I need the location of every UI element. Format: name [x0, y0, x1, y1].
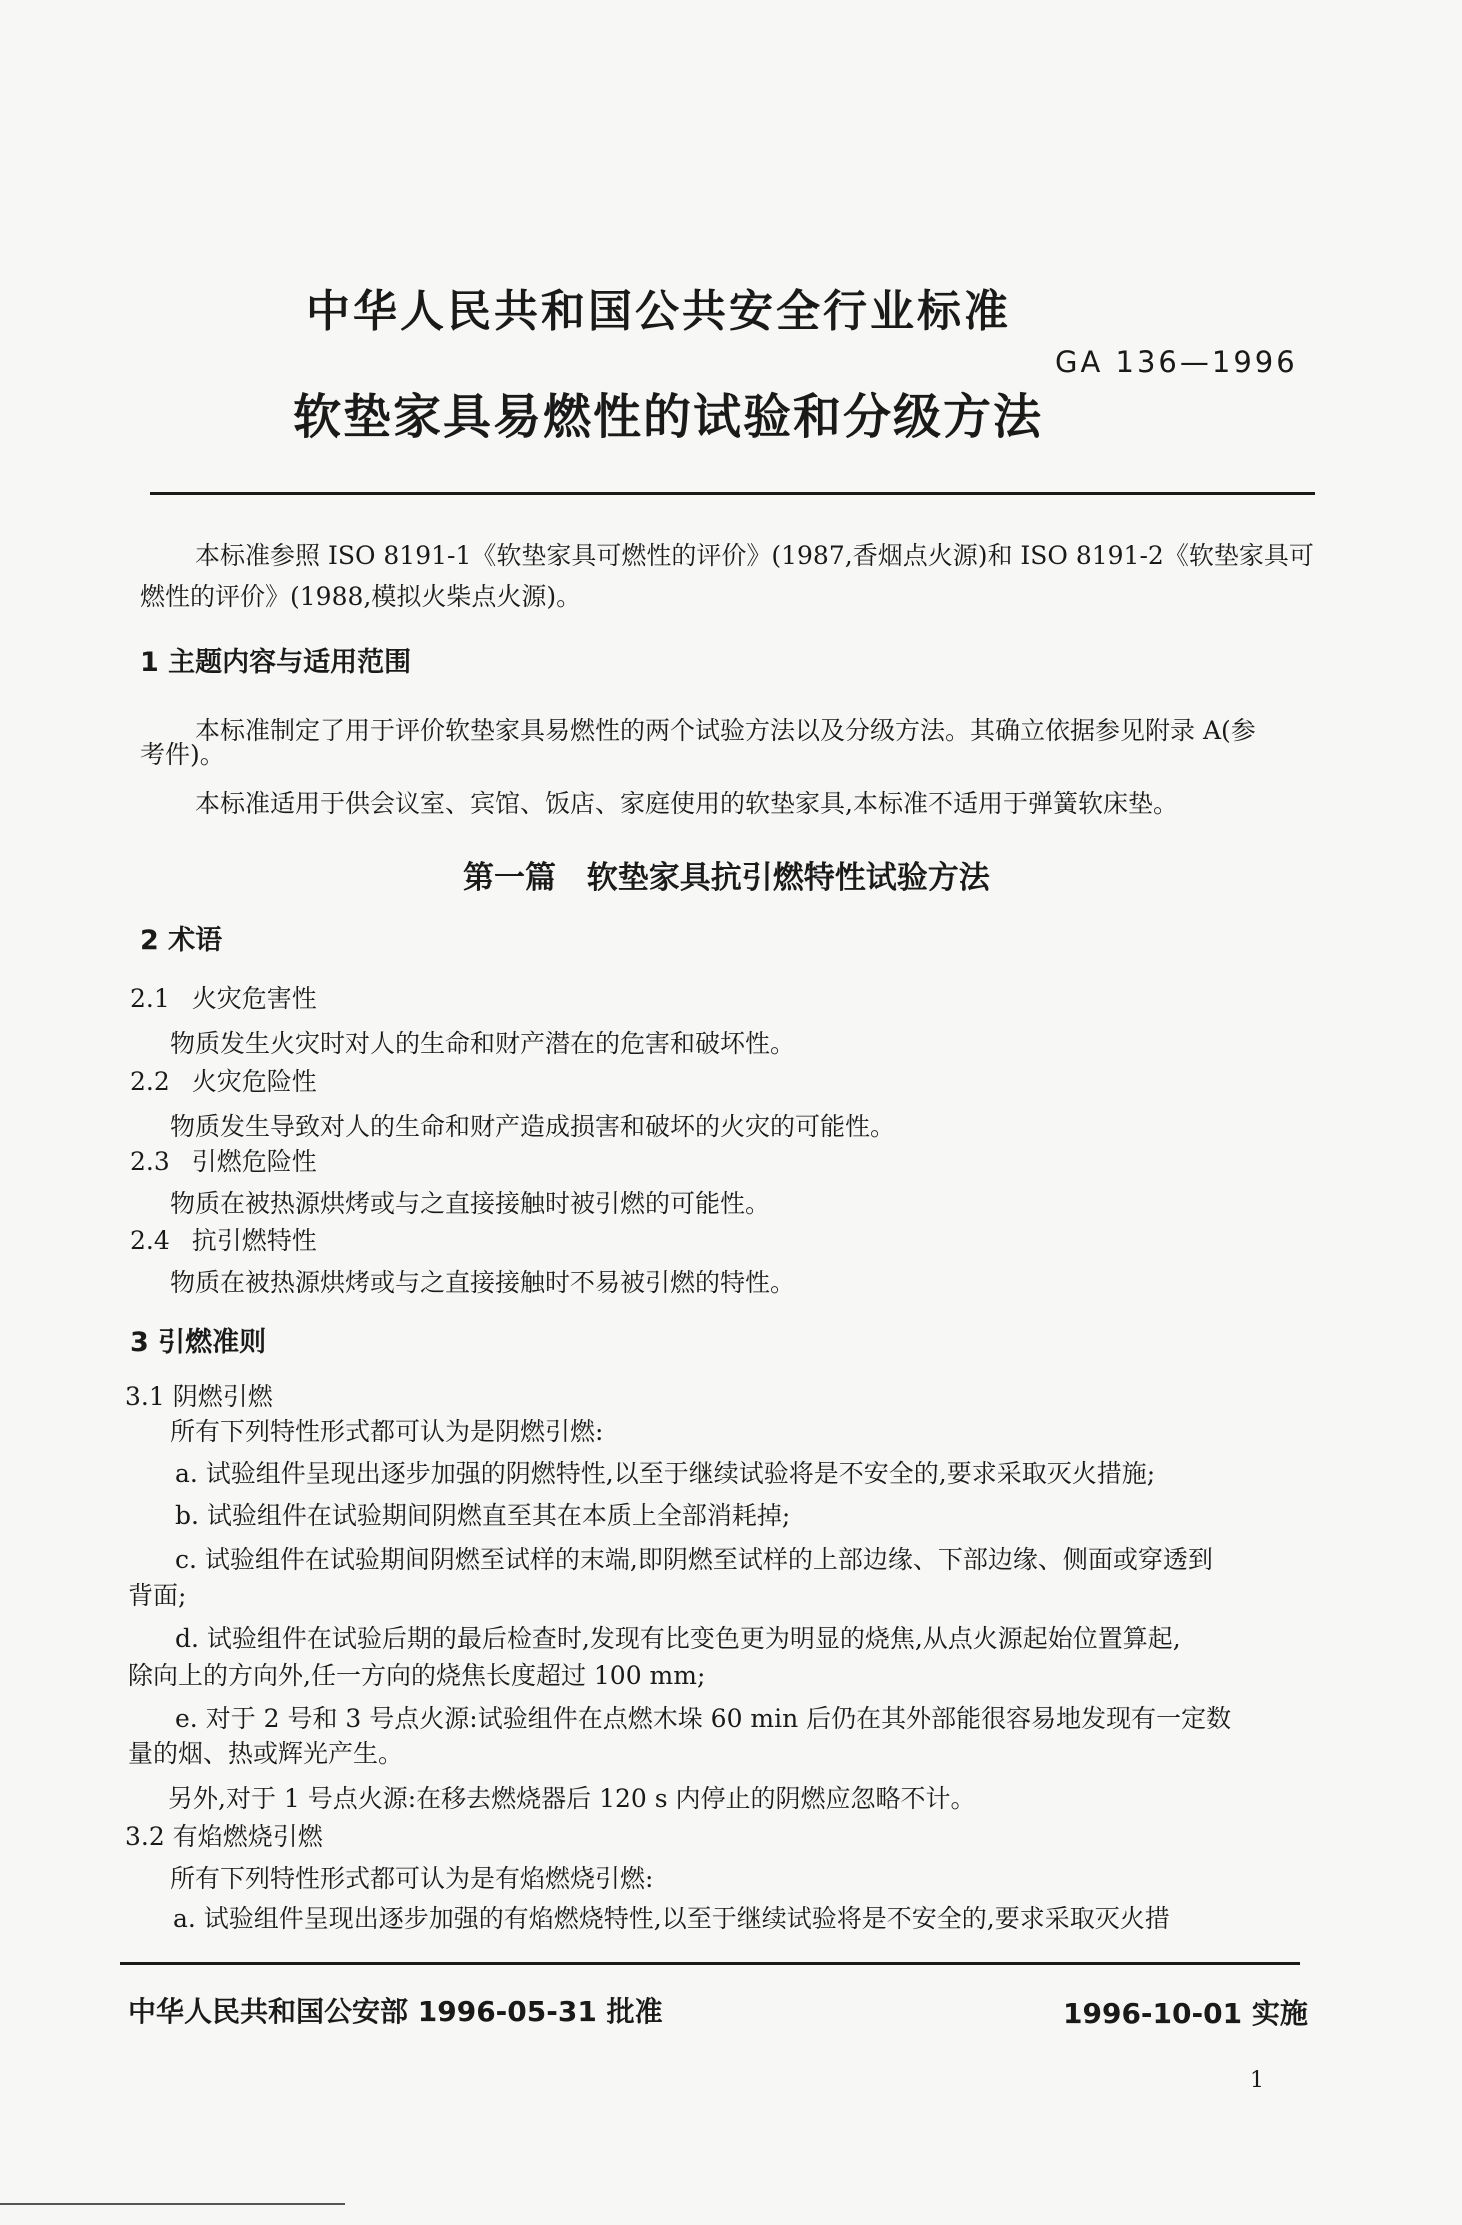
section-3-1-lead: 所有下列特性形式都可认为是阴燃引燃: — [170, 1417, 604, 1446]
term-2-2-title: 2.2 火灾危险性 — [130, 1067, 317, 1096]
sec1-para1-line2: 考件)。 — [140, 740, 225, 769]
footer-rule — [120, 1962, 1300, 1965]
part-one-heading: 第一篇 软垫家具抗引燃特性试验方法 — [463, 860, 990, 896]
criterion-d-line1: d. 试验组件在试验后期的最后检查时,发现有比变色更为明显的烧焦,从点火源起始位置算起, — [175, 1624, 1181, 1653]
document-title: 软垫家具易燃性的试验和分级方法 — [293, 389, 1044, 445]
criterion-e-line1: e. 对于 2 号和 3 号点火源:试验组件在点燃木垛 60 min 后仍在其外部能很容易地发现有一定数 — [175, 1704, 1232, 1733]
criterion-d-line2: 除向上的方向外,任一方向的烧焦长度超过 100 mm; — [128, 1661, 706, 1690]
effective-date: 1996-10-01 实施 — [1063, 1997, 1308, 2030]
intro-line-1: 本标准参照 ISO 8191-1《软垫家具可燃性的评价》(1987,香烟点火源)和 ISO 8191-2《软垫家具可 — [195, 541, 1314, 570]
section-3-heading: 3 引燃准则 — [130, 1327, 267, 1358]
issuing-authority: 中华人民共和国公共安全行业标准 — [306, 286, 1011, 337]
term-2-4-def: 物质在被热源烘烤或与之直接接触时不易被引燃的特性。 — [170, 1268, 796, 1297]
section-3-1-title: 3.1 阴燃引燃 — [125, 1382, 273, 1411]
section-3-1-note: 另外,对于 1 号点火源:在移去燃烧器后 120 s 内停止的阴燃应忽略不计。 — [168, 1784, 976, 1813]
section-3-2-lead: 所有下列特性形式都可认为是有焰燃烧引燃: — [170, 1864, 654, 1893]
criterion-a: a. 试验组件呈现出逐步加强的阴燃特性,以至于继续试验将是不安全的,要求采取灭火措施; — [175, 1459, 1156, 1488]
section-1-heading: 1 主题内容与适用范围 — [140, 647, 412, 678]
criterion-c-line1: c. 试验组件在试验期间阴燃至试样的末端,即阴燃至试样的上部边缘、下部边缘、侧面或穿透到 — [175, 1545, 1213, 1574]
sec1-para2: 本标准适用于供会议室、宾馆、饭店、家庭使用的软垫家具,本标准不适用于弹簧软床垫。 — [195, 789, 1178, 818]
flaming-criterion-a: a. 试验组件呈现出逐步加强的有焰燃烧特性,以至于继续试验将是不安全的,要求采取灭火措 — [173, 1904, 1170, 1933]
criterion-c-line2: 背面; — [128, 1581, 187, 1610]
term-2-3-def: 物质在被热源烘烤或与之直接接触时被引燃的可能性。 — [170, 1189, 771, 1218]
term-2-3-title: 2.3 引燃危险性 — [130, 1147, 317, 1176]
sec1-para1-line1: 本标准制定了用于评价软垫家具易燃性的两个试验方法以及分级方法。其确立依据参见附录 A(参 — [195, 716, 1256, 745]
criterion-e-line2: 量的烟、热或辉光产生。 — [128, 1739, 404, 1768]
section-2-heading: 2 术语 — [140, 925, 223, 956]
term-2-1-title: 2.1 火灾危害性 — [130, 984, 317, 1013]
term-2-4-title: 2.4 抗引燃特性 — [130, 1226, 317, 1255]
section-3-2-title: 3.2 有焰燃烧引燃 — [125, 1822, 323, 1851]
page-number: 1 — [1250, 2068, 1264, 2093]
intro-line-2: 燃性的评价》(1988,模拟火柴点火源)。 — [140, 582, 582, 611]
standard-code: GA 136—1996 — [1055, 345, 1298, 379]
scan-edge-line — [0, 2203, 345, 2205]
approval-date: 中华人民共和国公安部 1996-05-31 批准 — [128, 1995, 663, 2028]
criterion-b: b. 试验组件在试验期间阴燃直至其在本质上全部消耗掉; — [175, 1501, 791, 1530]
term-2-1-def: 物质发生火灾时对人的生命和财产潜在的危害和破坏性。 — [170, 1029, 796, 1058]
term-2-2-def: 物质发生导致对人的生命和财产造成损害和破坏的火灾的可能性。 — [170, 1112, 896, 1141]
header-rule — [150, 492, 1315, 495]
